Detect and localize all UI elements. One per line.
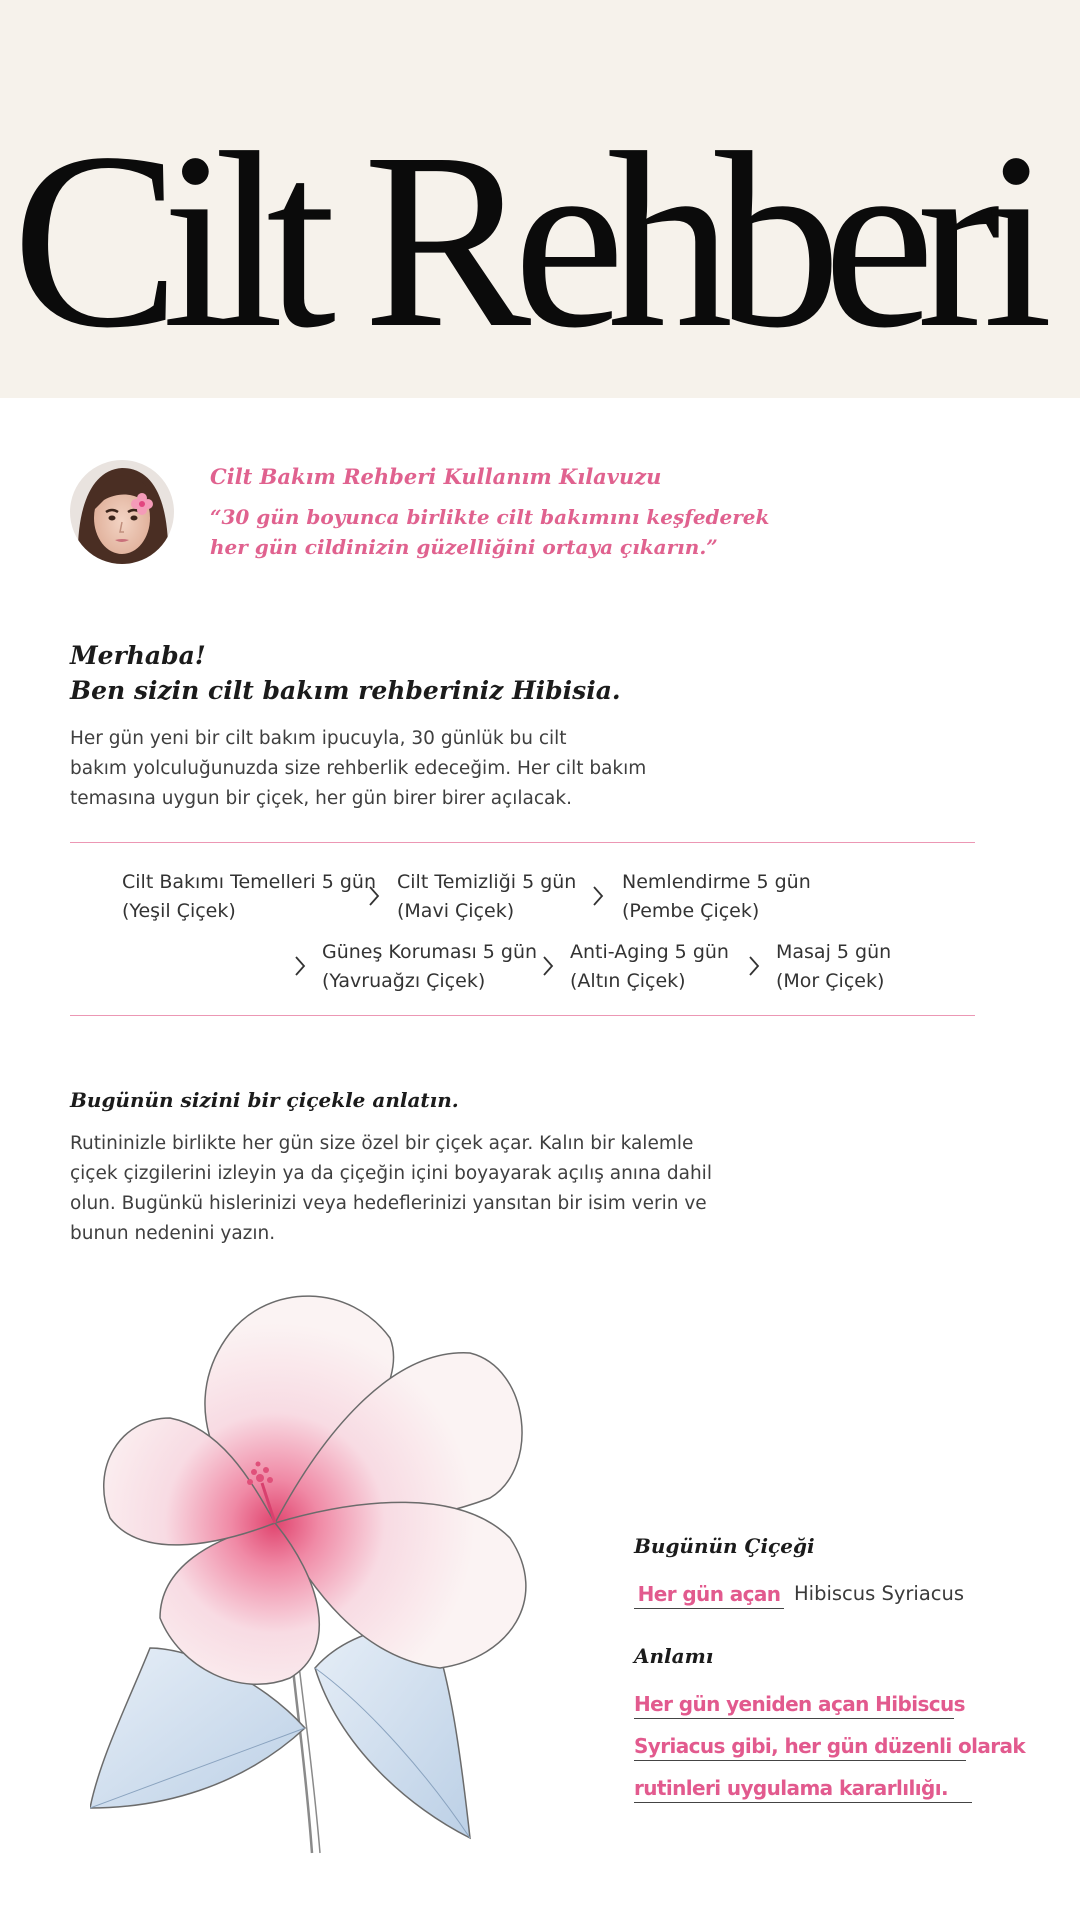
step-item	[570, 938, 729, 996]
body-line: temasına uygun bir çiçek, her gün birer birer açılacak.	[70, 788, 572, 809]
body-line: Rutininizle birlikte her gün size özel bir çiçek açar. Kalın bir kalemle	[70, 1133, 694, 1154]
body-line: olun. Bugünkü hislerinizi veya hedeflerinizi yansıtan bir isim verin ve	[70, 1193, 707, 1214]
step-color: (Pembe Çiçek)	[622, 900, 760, 922]
step-color: (Mavi Çiçek)	[397, 900, 515, 922]
chevron-right-icon	[367, 885, 381, 907]
step-color: (Altın Çiçek)	[570, 970, 686, 992]
meaning-field-line[interactable]: Her gün yeniden açan Hibiscus	[634, 1686, 954, 1719]
step-item	[776, 938, 891, 996]
greeting-line: Ben sizin cilt bakım rehberiniz Hibisia.	[70, 676, 621, 705]
meaning-field-line[interactable]: rutinleri uygulama kararlılığı.	[634, 1770, 972, 1803]
avatar	[70, 460, 174, 564]
step-item	[622, 868, 811, 926]
step-title: Cilt Bakımı Temelleri 5 gün	[122, 871, 377, 893]
step-title: Masaj 5 gün	[776, 941, 892, 963]
quote-line: “30 gün boyunca birlikte cilt bakımını keşfederek	[210, 505, 770, 529]
meaning-field-line[interactable]: Syriacus gibi, her gün düzenli olarak	[634, 1728, 966, 1761]
greeting-line: Merhaba!	[70, 641, 206, 670]
step-title: Nemlendirme 5 gün	[622, 871, 811, 893]
page-title: Cilt Rehberi	[12, 100, 1035, 380]
chevron-right-icon	[591, 885, 605, 907]
chevron-right-icon	[541, 955, 555, 977]
intro-quote	[210, 462, 770, 562]
quote-line: her gün cildinizin güzelliğini ortaya çıkarın.”	[210, 535, 718, 559]
greeting-body	[70, 724, 750, 814]
meaning-label: Anlamı	[634, 1644, 714, 1668]
guide-title: Cilt Bakım Rehberi Kullanım Kılavuzu	[210, 464, 662, 489]
step-title: Cilt Temizliği 5 gün	[397, 871, 577, 893]
step-item	[322, 938, 537, 996]
step-color: (Yavruağzı Çiçek)	[322, 970, 486, 992]
chevron-right-icon	[747, 955, 761, 977]
body-line: Her gün yeni bir cilt bakım ipucuyla, 30 günlük bu cilt	[70, 728, 567, 749]
step-item	[122, 868, 376, 926]
hero-banner	[0, 0, 1080, 398]
section-title: Bugünün sizini bir çiçekle anlatın.	[70, 1088, 459, 1112]
hibiscus-illustration	[90, 1278, 570, 1858]
flower-name-field[interactable]: Her gün açan	[634, 1578, 784, 1609]
step-title: Güneş Koruması 5 gün	[322, 941, 538, 963]
body-line: çiçek çizgilerini izleyin ya da çiçeğin içini boyayarak açılış anına dahil	[70, 1163, 712, 1184]
greeting-heading	[70, 638, 770, 708]
body-line: bakım yolculuğunuzda size rehberlik edeceğim. Her cilt bakım	[70, 758, 647, 779]
flower-name-row	[634, 1578, 994, 1610]
todays-flower-label: Bugünün Çiçeği	[634, 1534, 815, 1558]
step-item	[397, 868, 576, 926]
step-color: (Mor Çiçek)	[776, 970, 885, 992]
step-color: (Yeşil Çiçek)	[122, 900, 236, 922]
chevron-right-icon	[293, 955, 307, 977]
latin-name: Hibiscus Syriacus	[794, 1582, 965, 1605]
today-body	[70, 1129, 750, 1249]
divider	[70, 1015, 975, 1016]
body-line: bunun nedenini yazın.	[70, 1223, 276, 1244]
step-title: Anti-Aging 5 gün	[570, 941, 729, 963]
divider	[70, 842, 975, 843]
